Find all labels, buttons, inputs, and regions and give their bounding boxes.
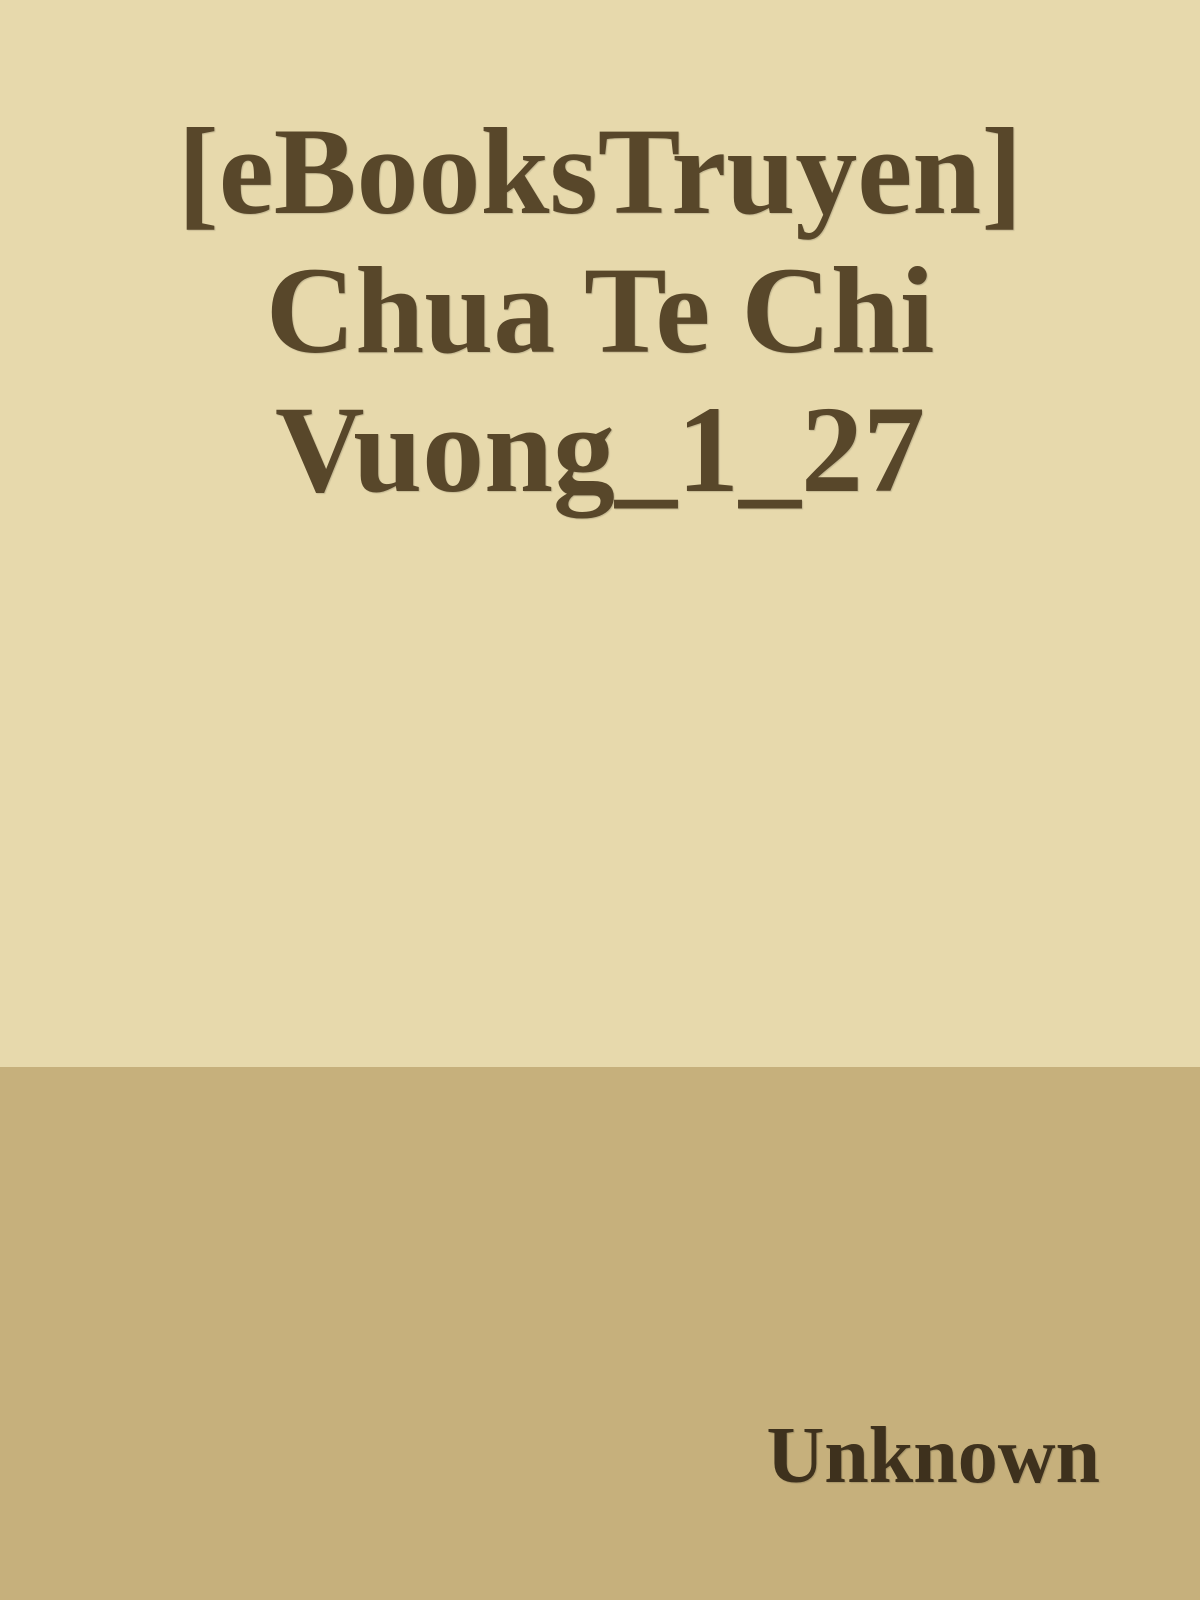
book-title-line: Chua Te Chi xyxy=(265,242,935,379)
book-title-line: [eBooksTruyen] xyxy=(177,103,1023,240)
book-author: Unknown xyxy=(766,1412,1100,1500)
book-title-line: Vuong_1_27 xyxy=(274,381,926,518)
cover-bottom-panel xyxy=(0,1067,1200,1600)
book-title xyxy=(100,102,1100,519)
